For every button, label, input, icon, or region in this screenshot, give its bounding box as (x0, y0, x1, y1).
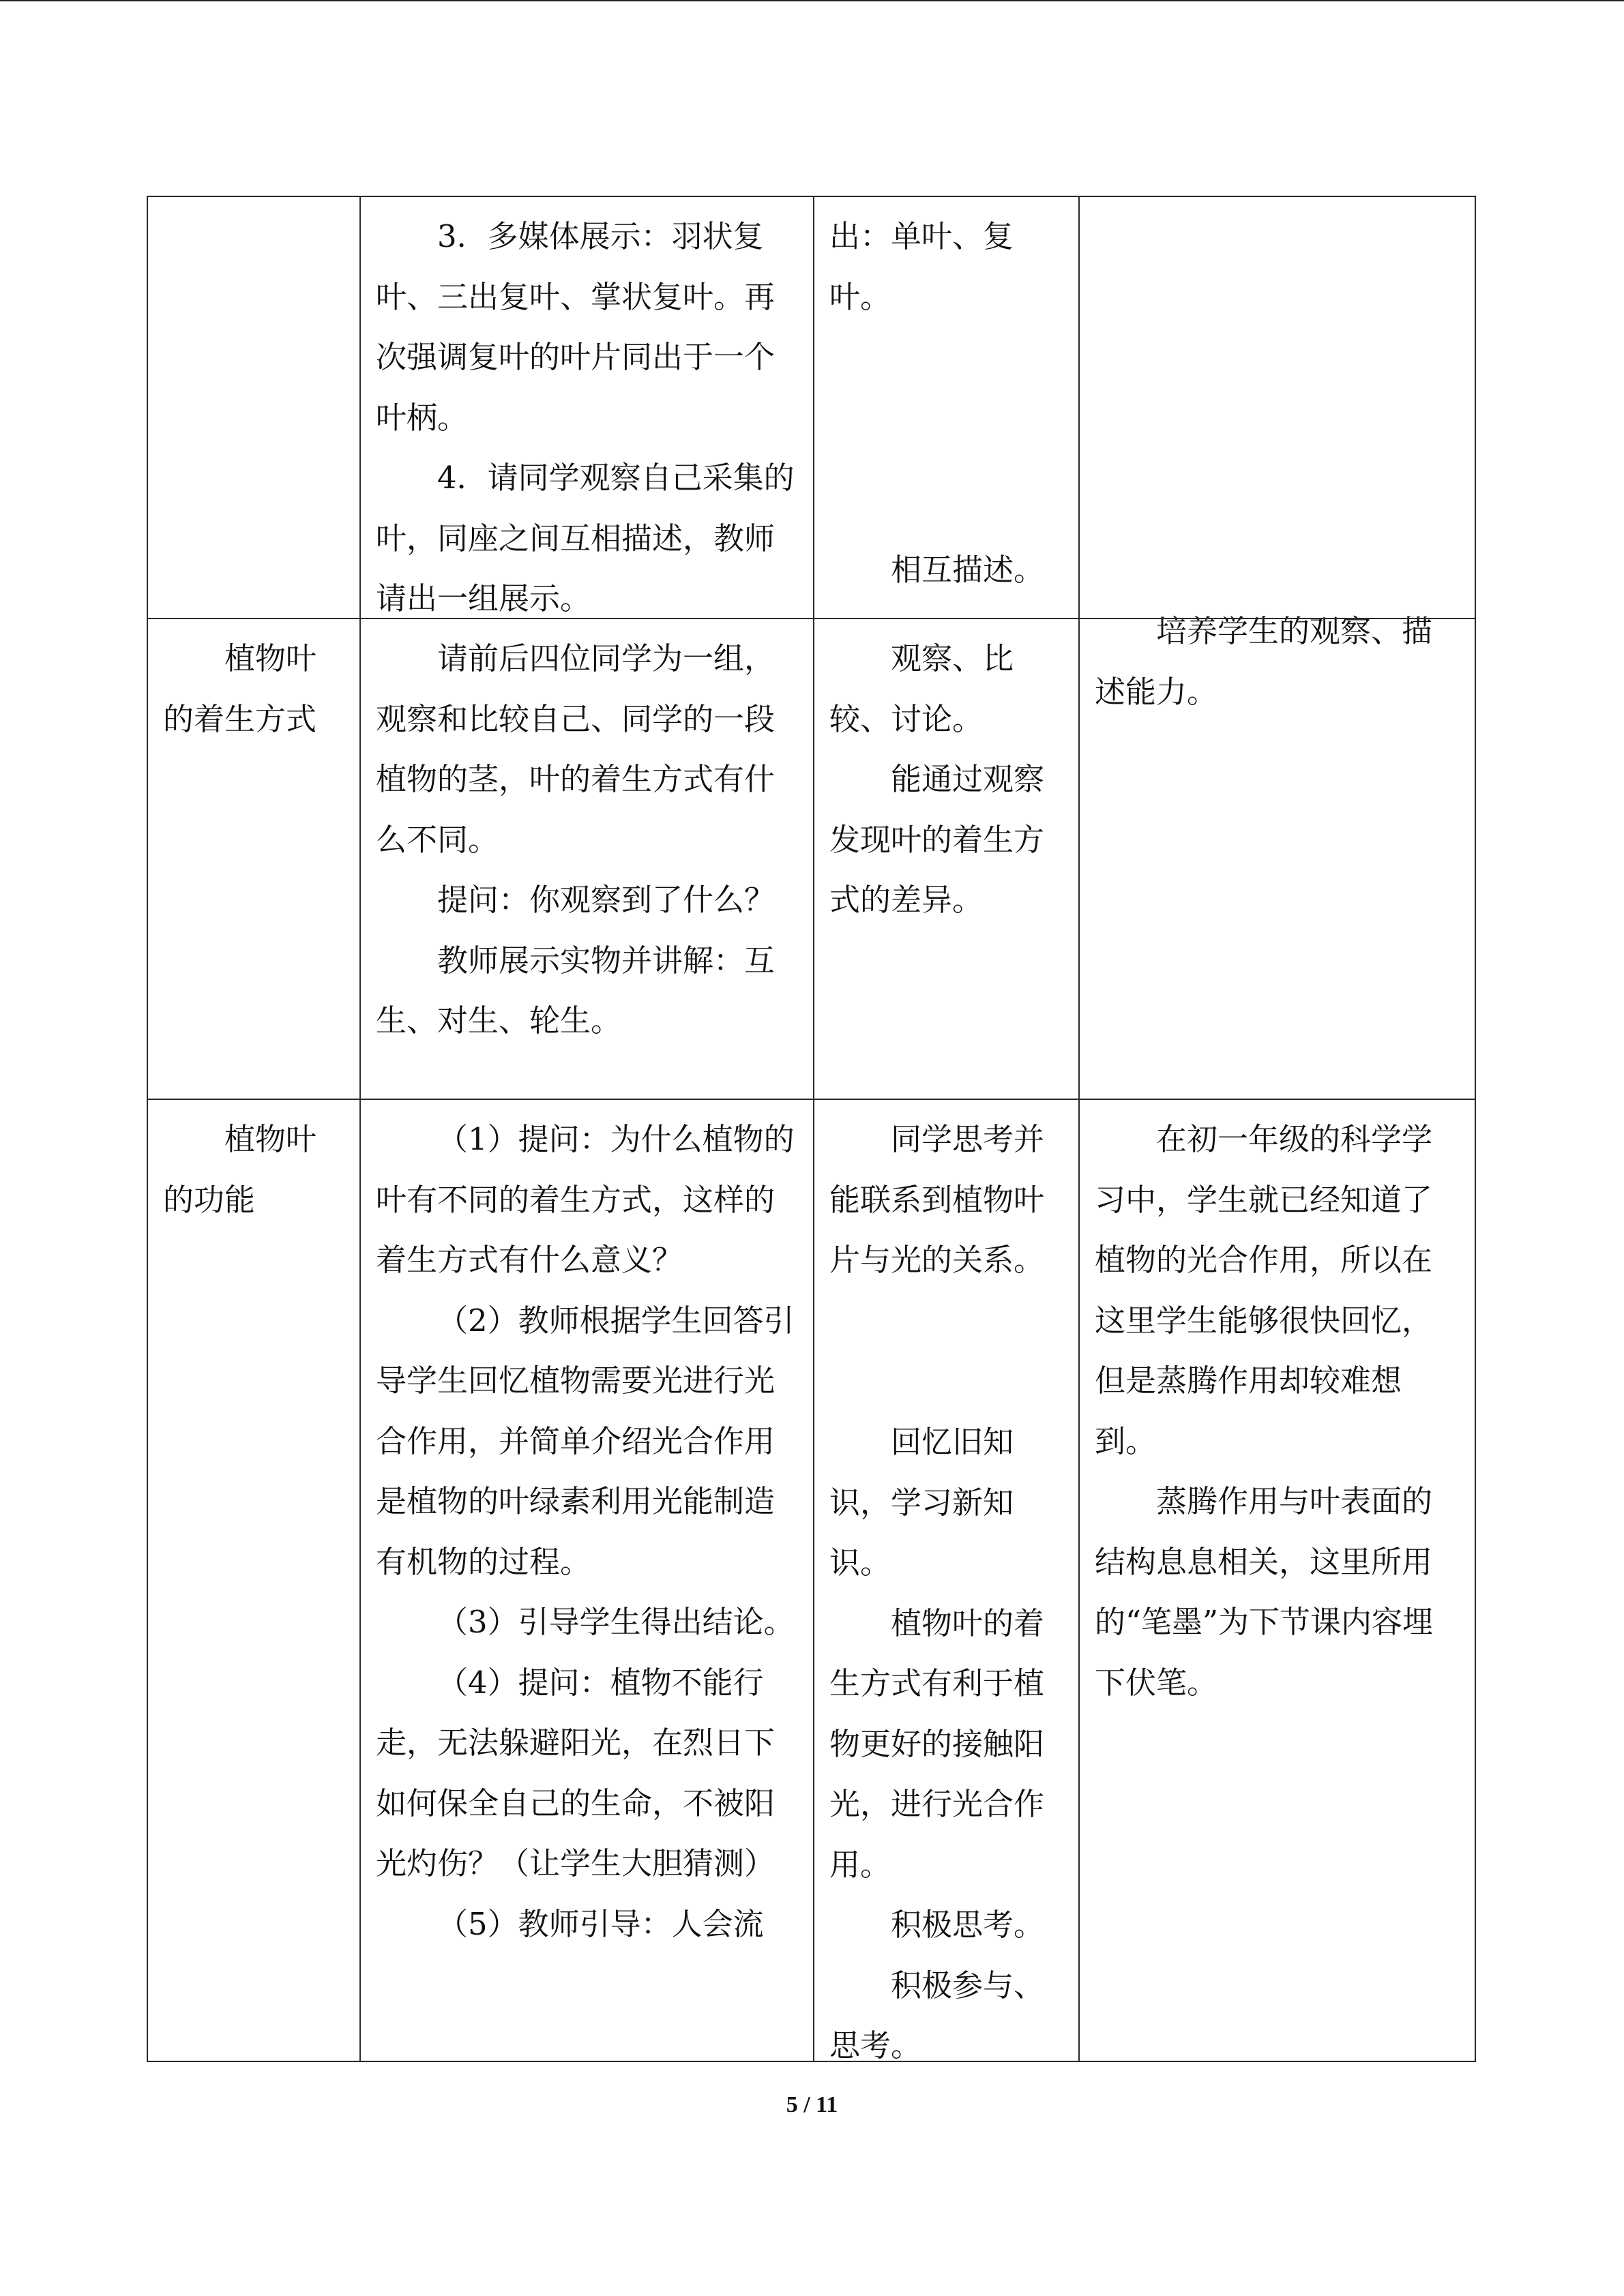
row1-stage-cell (147, 196, 361, 619)
cell-paragraph: （4）提问：植物不能行走，无法躲避阳光，在烈日下如何保全自己的生命，不被阳光灼伤？（让学生大胆猜测） (376, 1664, 776, 1881)
row3-student-cell (813, 1099, 1080, 2062)
cell-paragraph: （3）引导学生得出结论。 (437, 1604, 795, 1640)
blank-line (829, 1322, 1063, 1382)
row1-teacher-cell (359, 196, 814, 619)
cell-paragraph: 3．多媒体展示：羽状复叶、三出复叶、掌状复叶。再次强调复叶的叶片同出于一个叶柄。 (376, 218, 776, 436)
cell-paragraph: 教师展示实物并讲解：互生、对生、轮生。 (376, 942, 776, 1039)
cell-paragraph: 回忆旧知识，学习新知识。 (829, 1424, 1014, 1581)
row3-design-text (1095, 1109, 1460, 1713)
cell-paragraph: 观察、比较、讨论。 (829, 640, 1014, 737)
row2-teacher-cell (359, 618, 814, 1100)
cell-paragraph: 能通过观察发现叶的着生方式的差异。 (829, 761, 1045, 918)
row1-student-cell (813, 196, 1080, 619)
row3-design-cell (1078, 1099, 1476, 2062)
row2-design-cell (1078, 618, 1476, 1100)
row3-stage-cell (147, 1099, 361, 2062)
row2-student-text (829, 629, 1063, 931)
blank-line (1095, 511, 1460, 571)
cell-paragraph: 植物叶的着生方式 (163, 640, 317, 737)
cell-paragraph: （2）教师根据学生回答引导学生回忆植物需要光进行光合作用，并简单介绍光合作用是植物的叶绿素利用光能制造有机物的过程。 (376, 1302, 795, 1580)
cell-paragraph: 出：单叶、复叶。 (829, 218, 1014, 315)
blank-line (829, 449, 1063, 510)
cell-paragraph: 植物叶的功能 (163, 1121, 317, 1218)
row2-teacher-text (376, 629, 798, 1052)
blank-line (1095, 237, 1460, 298)
row3-teacher-cell (359, 1099, 814, 2062)
row3-stage-text (163, 1109, 344, 1230)
cell-paragraph: 蒸腾作用与叶表面的结构息息相关，这里所用的“笔墨”为下节课内容埋下伏笔。 (1095, 1483, 1434, 1701)
cell-paragraph: 植物叶的着生方式有利于植物更好的接触阳光，进行光合作用。 (829, 1605, 1045, 1883)
cell-paragraph: 积极参与、思考。 (829, 1967, 1045, 2063)
cell-paragraph: （5）教师引导：人会流 (437, 1905, 764, 1942)
blank-line (1095, 419, 1460, 480)
row2-student-cell (813, 618, 1080, 1100)
cell-paragraph: 提问：你观察到了什么？ (437, 882, 776, 918)
row2-stage-cell (147, 618, 361, 1100)
cell-paragraph: 4．请同学观察自己采集的叶，同座之间互相描述，教师请出一组展示。 (376, 460, 795, 616)
row1-teacher-text (376, 207, 798, 629)
row2-stage-text (163, 629, 344, 749)
cell-paragraph: 同学思考并能联系到植物叶片与光的关系。 (829, 1121, 1045, 1278)
row3-teacher-text (376, 1109, 798, 1954)
row1-student-text (829, 207, 1063, 601)
page-number: 5 / 11 (786, 2092, 838, 2117)
cell-paragraph: 相互描述。 (891, 552, 1045, 588)
row3-student-text (829, 1109, 1063, 2076)
blank-line (1095, 329, 1460, 389)
page-top-border (0, 0, 1624, 1)
cell-paragraph: （1）提问：为什么植物的叶有不同的着生方式，这样的着生方式有什么意义？ (376, 1121, 795, 1278)
cell-paragraph: 请前后四位同学为一组，观察和比较自己、同学的一段植物的茎，叶的着生方式有什么不同。 (376, 640, 776, 858)
row1-design-cell (1078, 196, 1476, 710)
blank-line (829, 358, 1063, 419)
cell-paragraph: 积极思考。 (891, 1907, 1045, 1943)
cell-paragraph: 培养学生的观察、描述能力。 (1095, 613, 1433, 710)
cell-paragraph: 在初一年级的科学学习中，学生就已经知道了植物的光合作用，所以在这里学生能够很快回忆，但是蒸腾作用却较难想到。 (1095, 1121, 1433, 1459)
